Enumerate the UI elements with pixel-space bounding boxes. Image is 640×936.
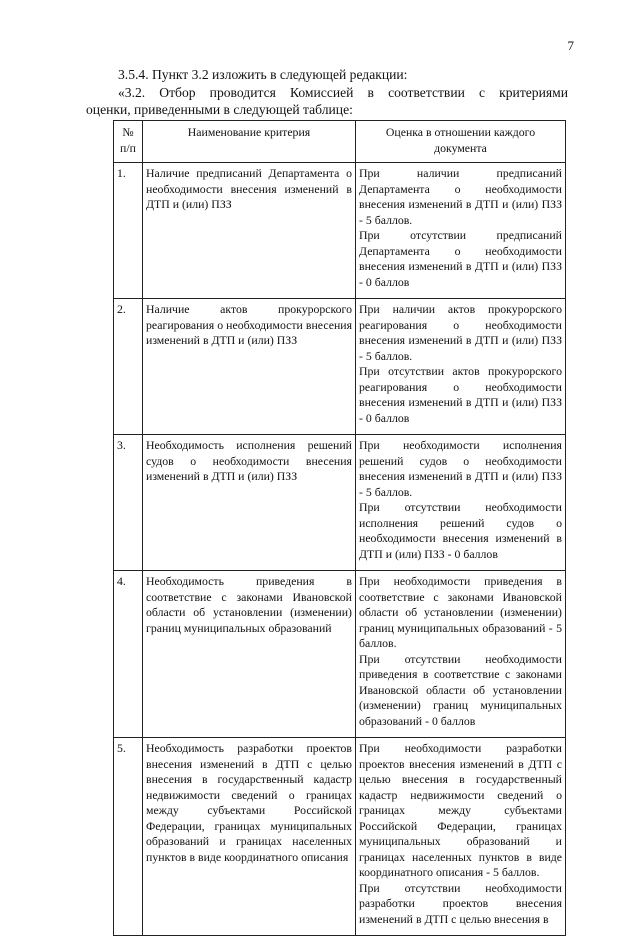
header-criterion: Наименование критерия xyxy=(143,121,356,163)
score-cell xyxy=(356,738,566,936)
table-row xyxy=(114,571,566,738)
row-number: 3. xyxy=(114,435,143,571)
score-paragraph: При отсутствии необходимости исполнения решений судов о необходимости внесения изменений в ДТП и (или) ПЗЗ - 0 баллов xyxy=(359,500,562,561)
table-row xyxy=(114,738,566,936)
row-number: 2. xyxy=(114,299,143,435)
page-number: 7 xyxy=(567,38,574,53)
row-number: 5. xyxy=(114,738,143,936)
criterion-cell: Необходимость приведения в соответствие с законами Ивановской области об установлении (изменении) границ муниципальных образований xyxy=(143,571,356,738)
row-number: 4. xyxy=(114,571,143,738)
score-paragraph: При необходимости разработки проектов внесения изменений в ДТП с целью внесения в государственный кадастр недвижимости сведений о границах между субъектами Российской Федерации, границах муниципальных образований и границах населенных пунктов в виде координатного описания - 5 баллов. xyxy=(359,741,562,879)
row-number: 1. xyxy=(114,163,143,299)
score-paragraph: При отсутствии необходимости разработки проектов внесения изменений в ДТП с целью внесения в xyxy=(359,880,562,926)
score-paragraph: При необходимости приведения в соответствие с законами Ивановской области об установлении (изменении) границ муниципальных образований - 5 баллов. xyxy=(359,574,562,650)
criteria-table xyxy=(113,120,566,936)
score-paragraph: При необходимости исполнения решений судов о необходимости внесения изменений в ДТП и (или) ПЗЗ - 5 баллов. xyxy=(359,438,562,499)
score-cell xyxy=(356,571,566,738)
table-row xyxy=(114,435,566,571)
score-paragraph: При отсутствии актов прокурорского реагирования о необходимости внесения изменений в ДТП и (или) ПЗЗ - 0 баллов xyxy=(359,364,562,425)
amendment-text-line: «3.2. Отбор проводится Комиссией в соответствии с критериями xyxy=(118,85,568,100)
criterion-cell: Необходимость разработки проектов внесения изменений в ДТП с целью внесения в государственный кадастр недвижимости сведений о границах между субъектами Российской Федерации, границах муниципальных образований и границах населенных пунктов в виде координатного описания xyxy=(143,738,356,936)
table-header-row xyxy=(114,121,566,163)
amendment-text-line: оценки, приведенными в следующей таблице: xyxy=(86,102,353,117)
criterion-cell: Наличие предписаний Департамента о необходимости внесения изменений в ДТП и (или) ПЗЗ xyxy=(143,163,356,299)
table-row xyxy=(114,299,566,435)
score-paragraph: При отсутствии предписаний Департамента о необходимости внесения изменений в ДТП и (или) ПЗЗ - 0 баллов xyxy=(359,228,562,289)
table-row xyxy=(114,163,566,299)
score-paragraph: При наличии предписаний Департамента о необходимости внесения изменений в ДТП и (или) ПЗЗ - 5 баллов. xyxy=(359,166,562,227)
score-cell xyxy=(356,435,566,571)
criterion-cell: Наличие актов прокурорского реагирования о необходимости внесения изменений в ДТП и (или) ПЗЗ xyxy=(143,299,356,435)
criterion-cell: Необходимость исполнения решений судов о необходимости внесения изменений в ДТП и (или) ПЗЗ xyxy=(143,435,356,571)
score-paragraph: При наличии актов прокурорского реагирования о необходимости внесения изменений в ДТП и (или) ПЗЗ - 5 баллов. xyxy=(359,302,562,363)
score-cell xyxy=(356,163,566,299)
score-cell xyxy=(356,299,566,435)
score-paragraph: При отсутствии необходимости приведения в соответствие с законами Ивановской области об установлении (изменении) границ муниципальных образований - 0 баллов xyxy=(359,651,562,728)
header-score: Оценка в отношении каждого документа xyxy=(356,121,566,163)
header-number: № п/п xyxy=(114,121,143,163)
amendment-heading: 3.5.4. Пункт 3.2 изложить в следующей редакции: xyxy=(118,67,408,82)
